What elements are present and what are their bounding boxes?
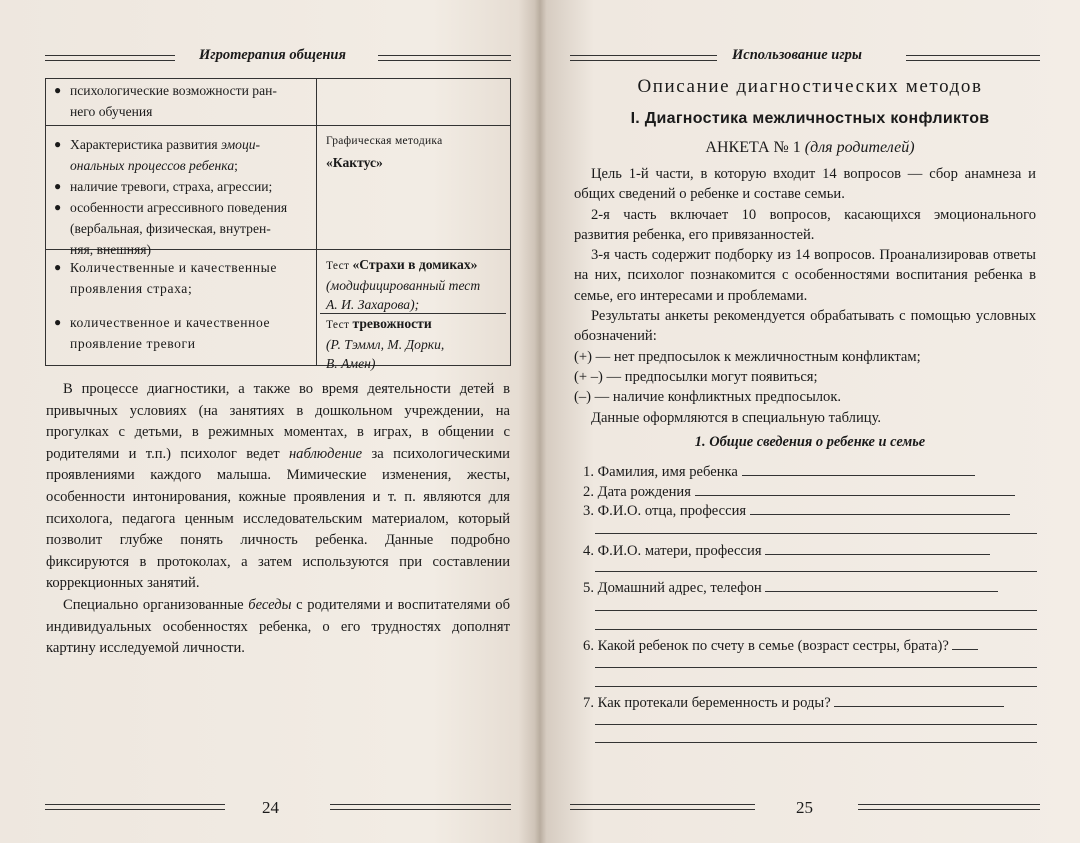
answer-line[interactable] bbox=[834, 694, 1004, 707]
test-label: Тест bbox=[326, 260, 353, 272]
answer-line[interactable] bbox=[595, 610, 1037, 611]
table-cell-row1-col1 bbox=[70, 80, 310, 122]
test-note: А. И. Захарова); bbox=[326, 297, 420, 312]
cell-italic: ональных процессов ребенка bbox=[70, 158, 235, 173]
paragraph: 3-я часть содержит подборку из 14 вопросов. Проанализировав ответы на них, психолог познакомится с особенностями воспитания ребенка в семье, его интересами и проблемами. bbox=[574, 247, 1036, 304]
body-text bbox=[574, 164, 1036, 428]
test-title: «Страхи в домиках» bbox=[352, 257, 478, 272]
table-cell-emotional bbox=[70, 134, 310, 176]
question-number: 1. bbox=[583, 464, 594, 480]
text-italic: наблюдение bbox=[288, 445, 363, 462]
table-cell-method-cactus bbox=[326, 131, 506, 173]
legend-item bbox=[574, 367, 1036, 387]
left-page bbox=[0, 0, 538, 843]
test-label: Тест bbox=[326, 319, 353, 331]
answer-line[interactable] bbox=[595, 742, 1037, 743]
question-item bbox=[574, 462, 1038, 482]
cell-line: количественное и качественное bbox=[70, 315, 271, 330]
answer-line[interactable] bbox=[595, 686, 1037, 687]
running-header: Использование игры bbox=[732, 47, 862, 63]
answer-line[interactable] bbox=[952, 637, 978, 650]
text: АНКЕТА № 1 bbox=[705, 139, 805, 156]
text: за психологическими проявлениями каждого малыша. Мимические изменения, жесты, особенности интонирования, кожные проявления и т. п. являются для психолога, педагога ценным исследовательским материалом, который позволит глубже понять личность ребенка. Данные подробно фиксируются в протоколах, а затем используются при составлении коррекционных занятий. bbox=[46, 445, 510, 592]
methods-table bbox=[45, 78, 511, 371]
answer-line[interactable] bbox=[765, 542, 990, 555]
question-item bbox=[574, 578, 1038, 598]
table-column-divider bbox=[316, 79, 317, 365]
body-text bbox=[46, 379, 510, 660]
cell-line: особенности агрессивного поведения bbox=[70, 200, 288, 215]
question-number: 2. bbox=[583, 484, 594, 500]
table-cell-test-houses bbox=[326, 255, 506, 314]
question-number: 6. bbox=[583, 638, 594, 654]
question-text: Фамилия, имя ребенка bbox=[597, 464, 738, 480]
legend-symbol: (+) bbox=[574, 348, 592, 365]
answer-line[interactable] bbox=[595, 533, 1037, 534]
question-item bbox=[574, 541, 1038, 561]
paragraph: Данные оформляются в специальную таблицу. bbox=[591, 409, 882, 426]
table-cell-anxiety: наличие тревоги, страха, агрессии; bbox=[70, 179, 273, 194]
answer-line[interactable] bbox=[595, 629, 1037, 630]
legend-text: — нет предпосылок к межличностным конфликтам; bbox=[591, 348, 921, 365]
test-note: (Р. Тэммл, М. Дорки, bbox=[326, 337, 445, 352]
question-text: Какой ребенок по счету в семье (возраст сестры, брата)? bbox=[597, 638, 949, 654]
question-number: 5. bbox=[583, 580, 594, 596]
header-rule-left bbox=[45, 55, 175, 61]
header-rule-left bbox=[570, 55, 717, 61]
cell-line: Количественные и качественные bbox=[70, 260, 277, 275]
question-item bbox=[574, 636, 1038, 656]
section-heading: I. Диагностика межличностных конфликтов bbox=[630, 110, 990, 127]
questionnaire-title bbox=[540, 139, 1080, 157]
question-text: Как протекали беременность и роды? bbox=[597, 695, 831, 711]
test-title: тревожности bbox=[352, 316, 432, 331]
answer-line[interactable] bbox=[595, 571, 1037, 572]
text-italic: беседы bbox=[248, 596, 292, 613]
test-note: (модифицированный тест bbox=[326, 278, 481, 293]
paragraph: Результаты анкеты рекомендуется обрабатывать с помощью условных обозначений: bbox=[574, 308, 1036, 345]
legend-item bbox=[574, 347, 1036, 367]
answer-line[interactable] bbox=[750, 502, 1010, 515]
legend-symbol: (–) bbox=[574, 389, 592, 406]
question-number: 4. bbox=[583, 543, 594, 559]
question-item bbox=[574, 501, 1038, 521]
right-page bbox=[540, 0, 1080, 843]
answer-line[interactable] bbox=[595, 724, 1037, 725]
question-number: 3. bbox=[583, 503, 594, 519]
legend-item bbox=[574, 387, 1036, 407]
bullet-icon: ● bbox=[54, 260, 62, 274]
cell-line: психологические возможности ран- bbox=[70, 83, 277, 98]
cell-line: проявление тревоги bbox=[70, 336, 196, 351]
header-rule-right bbox=[378, 55, 511, 61]
answer-line[interactable] bbox=[742, 463, 975, 476]
table-cell-fear bbox=[70, 257, 310, 299]
table-cell-anxiety-level bbox=[70, 312, 310, 354]
page-number: 24 bbox=[262, 798, 279, 817]
running-header: Игротерапия общения bbox=[199, 47, 346, 63]
chapter-title: Описание диагностических методов bbox=[637, 76, 983, 97]
footer-rule-left bbox=[570, 804, 755, 810]
question-text: Ф.И.О. отца, профессия bbox=[597, 503, 747, 519]
question-item bbox=[574, 482, 1038, 502]
footer-rule-right bbox=[330, 804, 511, 810]
footer-rule-right bbox=[858, 804, 1040, 810]
cell-text: Характеристика развития bbox=[70, 137, 221, 152]
paragraph: 2-я часть включает 10 вопросов, касающихся эмоционального развития ребенка, его привязанностей. bbox=[574, 206, 1036, 243]
question-item bbox=[574, 693, 1038, 713]
footer-rule-left bbox=[45, 804, 225, 810]
table-row-divider bbox=[46, 125, 510, 126]
text-italic: (для родителей) bbox=[804, 139, 915, 156]
bullet-icon: ● bbox=[54, 179, 62, 193]
header-rule-right bbox=[906, 55, 1040, 61]
paragraph: Цель 1-й части, в которую входит 14 вопросов — сбор анамнеза и общих сведений о ребенке и составе семьи. bbox=[574, 166, 1036, 203]
legend-text: — предпосылки могут появиться; bbox=[602, 368, 818, 385]
text: с родителями и воспитателями об индивидуальных особенностях ребенка, о его трудностях дополнят картину исследуемой личности. bbox=[46, 596, 511, 657]
table-cell-aggression bbox=[70, 197, 310, 260]
cell-italic: эмоци- bbox=[221, 137, 261, 152]
text: Специально организованные bbox=[63, 596, 249, 613]
paragraph bbox=[46, 379, 510, 595]
answer-line[interactable] bbox=[765, 579, 998, 592]
bullet-icon: ● bbox=[54, 200, 62, 214]
answer-line[interactable] bbox=[595, 667, 1037, 668]
method-name: Графическая методика bbox=[326, 135, 443, 147]
legend-symbol: (+ –) bbox=[574, 368, 603, 385]
bullet-icon: ● bbox=[54, 137, 62, 151]
question-number: 7. bbox=[583, 695, 594, 711]
method-title: «Кактус» bbox=[326, 155, 383, 170]
cell-line: (вербальная, физическая, внутрен- bbox=[70, 221, 271, 236]
answer-line[interactable] bbox=[695, 483, 1015, 496]
cell-text: ; bbox=[234, 158, 238, 173]
paragraph bbox=[46, 595, 510, 660]
test-note: В. Амен) bbox=[326, 356, 376, 371]
cell-line: него обучения bbox=[70, 104, 153, 119]
bullet-icon: ● bbox=[54, 83, 62, 97]
page-number: 25 bbox=[796, 798, 813, 817]
bullet-icon: ● bbox=[54, 315, 62, 329]
subsection-heading: 1. Общие сведения о ребенке и семье bbox=[694, 434, 926, 450]
cell-line: проявления страха; bbox=[70, 281, 193, 296]
table-cell-test-anxiety bbox=[326, 314, 506, 373]
question-text: Ф.И.О. матери, профессия bbox=[597, 543, 762, 559]
question-text: Домашний адрес, телефон bbox=[597, 580, 762, 596]
question-text: Дата рождения bbox=[597, 484, 691, 500]
cell-line: няя, внешняя) bbox=[70, 242, 152, 257]
text: В процессе диагностики, а также во время деятельности детей в привычных условиях (на занятиях в дошкольном учреждении, на прогулках с детьми, в режимных моментах, в играх, в общении с родителями и т.п.) психолог ведет bbox=[46, 381, 510, 462]
legend-text: — наличие конфликтных предпосылок. bbox=[591, 389, 842, 406]
